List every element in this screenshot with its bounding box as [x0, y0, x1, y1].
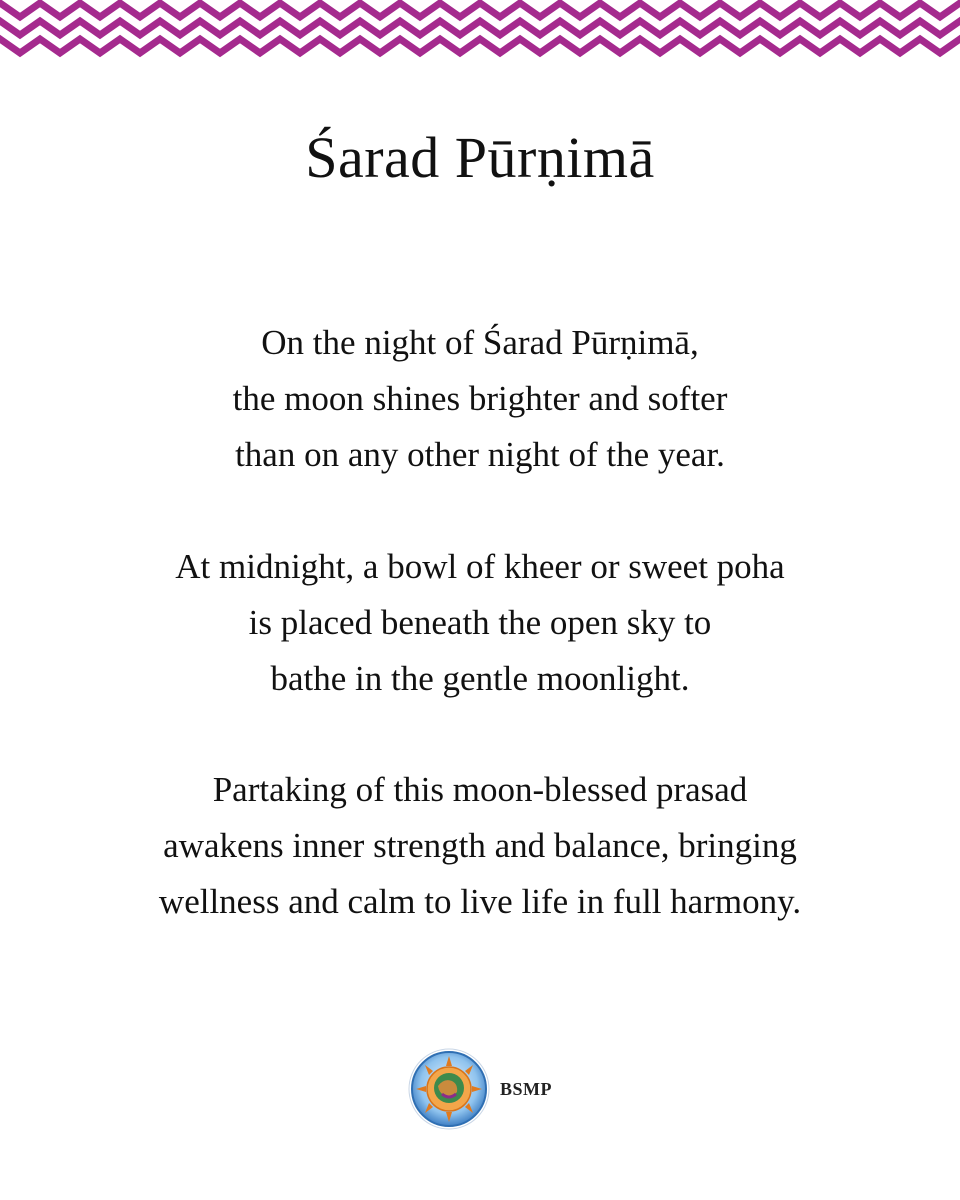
bsmp-emblem-icon — [408, 1048, 490, 1130]
paragraph-kheer-offering — [0, 539, 960, 707]
paragraph-line: than on any other night of the year. — [235, 435, 725, 474]
paragraph-line: At midnight, a bowl of kheer or sweet poha — [175, 547, 785, 586]
paragraph-prasad-blessing — [0, 762, 960, 930]
zigzag-border — [0, 0, 960, 62]
paragraph-line: On the night of Śarad Pūrṇimā, — [261, 323, 699, 362]
footer-brand — [0, 1047, 960, 1131]
zigzag-row — [0, 39, 960, 53]
paragraph-moon-night — [0, 315, 960, 483]
paragraph-line: awakens inner strength and balance, bringing — [163, 826, 797, 865]
paragraph-line: the moon shines brighter and softer — [232, 379, 728, 418]
zigzag-row — [0, 21, 960, 35]
page-title: Śarad Pūrṇimā — [305, 125, 655, 190]
paragraph-line: Partaking of this moon-blessed prasad — [212, 770, 748, 809]
zigzag-row — [0, 3, 960, 17]
brand-name: BSMP — [499, 1078, 552, 1099]
paragraph-line: bathe in the gentle moonlight. — [270, 659, 690, 698]
paragraph-line: wellness and calm to live life in full harmony. — [158, 882, 802, 921]
paragraph-line: is placed beneath the open sky to — [248, 603, 712, 642]
